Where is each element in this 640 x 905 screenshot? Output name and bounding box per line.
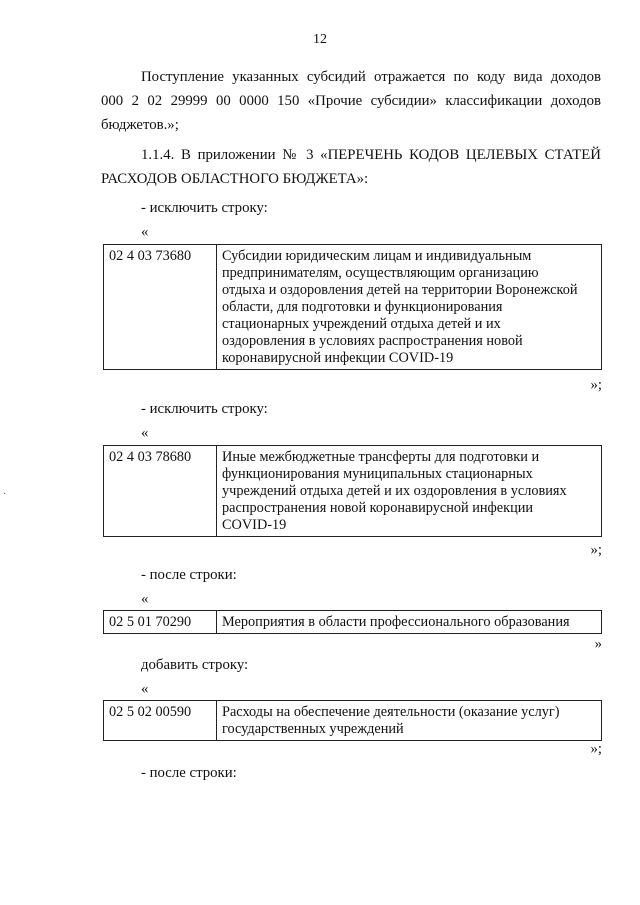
close-quote-4: »; (590, 741, 602, 757)
description-line: Иные межбюджетные трансферты для подготовки и (222, 449, 540, 465)
intro-line-2: 000 2 02 29999 00 0000 150 «Прочие субсидии» классификации доходов (101, 93, 601, 109)
description-line: Субсидии юридическим лицам и индивидуальным (222, 248, 532, 264)
description-line: области, для подготовки и функционирования (222, 299, 503, 315)
target-code-cell: 02 4 03 78680 (104, 446, 217, 537)
target-code-cell: 02 5 02 00590 (104, 701, 217, 741)
target-description-cell (217, 611, 602, 634)
instruction-after-row-2: - после строки: (141, 765, 237, 781)
description-line: предпринимателям, осуществляющим организацию (222, 265, 539, 281)
target-description-cell (217, 701, 602, 741)
description-line: учреждений отдыха детей и их оздоровления в условиях (222, 483, 567, 499)
description-line: COVID-19 (222, 517, 287, 533)
close-quote-1: »; (590, 377, 602, 393)
open-quote-3: « (141, 591, 149, 607)
intro-line-3: бюджетов.»; (101, 117, 179, 133)
code-table-1 (103, 244, 602, 370)
table-row (104, 446, 602, 537)
description-line: государственных учреждений (222, 721, 404, 737)
intro-line-1: Поступление указанных субсидий отражается по коду вида доходов (141, 69, 601, 85)
instruction-exclude-row-2: - исключить строку: (141, 401, 268, 417)
code-table-3 (103, 610, 602, 634)
open-quote-4: « (141, 681, 149, 697)
description-line: Расходы на обеспечение деятельности (оказание услуг) (222, 704, 560, 720)
description-line: функционирования муниципальных стационарных (222, 466, 533, 482)
table-row (104, 611, 602, 634)
page-number: 12 (313, 32, 327, 47)
table-row (104, 245, 602, 370)
instruction-exclude-row-1: - исключить строку: (141, 200, 268, 216)
target-description-cell (217, 446, 602, 537)
instruction-add-row: добавить строку: (141, 657, 249, 673)
target-description-cell (217, 245, 602, 370)
open-quote-1: « (141, 224, 149, 240)
description-line: коронавирусной инфекции COVID-19 (222, 350, 454, 366)
table-row (104, 701, 602, 741)
description-line: стационарных учреждений отдыха детей и их (222, 316, 501, 332)
target-code-cell: 02 5 01 70290 (104, 611, 217, 634)
description-line: распространения новой коронавирусной инфекции (222, 500, 534, 516)
section-line-1: 1.1.4. В приложении № 3 «ПЕРЕЧЕНЬ КОДОВ ЦЕЛЕВЫХ СТАТЕЙ (141, 147, 601, 163)
code-table-4 (103, 700, 602, 741)
description-line: Мероприятия в области профессионального образования (222, 614, 570, 630)
description-line: оздоровления в условиях распространения новой (222, 333, 523, 349)
section-line-2: РАСХОДОВ ОБЛАСТНОГО БЮДЖЕТА»: (101, 171, 369, 187)
code-table-2 (103, 445, 602, 537)
scan-mark: · (3, 489, 7, 500)
close-quote-3: » (594, 636, 602, 652)
close-quote-2: »; (590, 542, 602, 558)
description-line: отдыха и оздоровления детей на территории Воронежской (222, 282, 578, 298)
target-code-cell: 02 4 03 73680 (104, 245, 217, 370)
open-quote-2: « (141, 425, 149, 441)
instruction-after-row-1: - после строки: (141, 567, 237, 583)
